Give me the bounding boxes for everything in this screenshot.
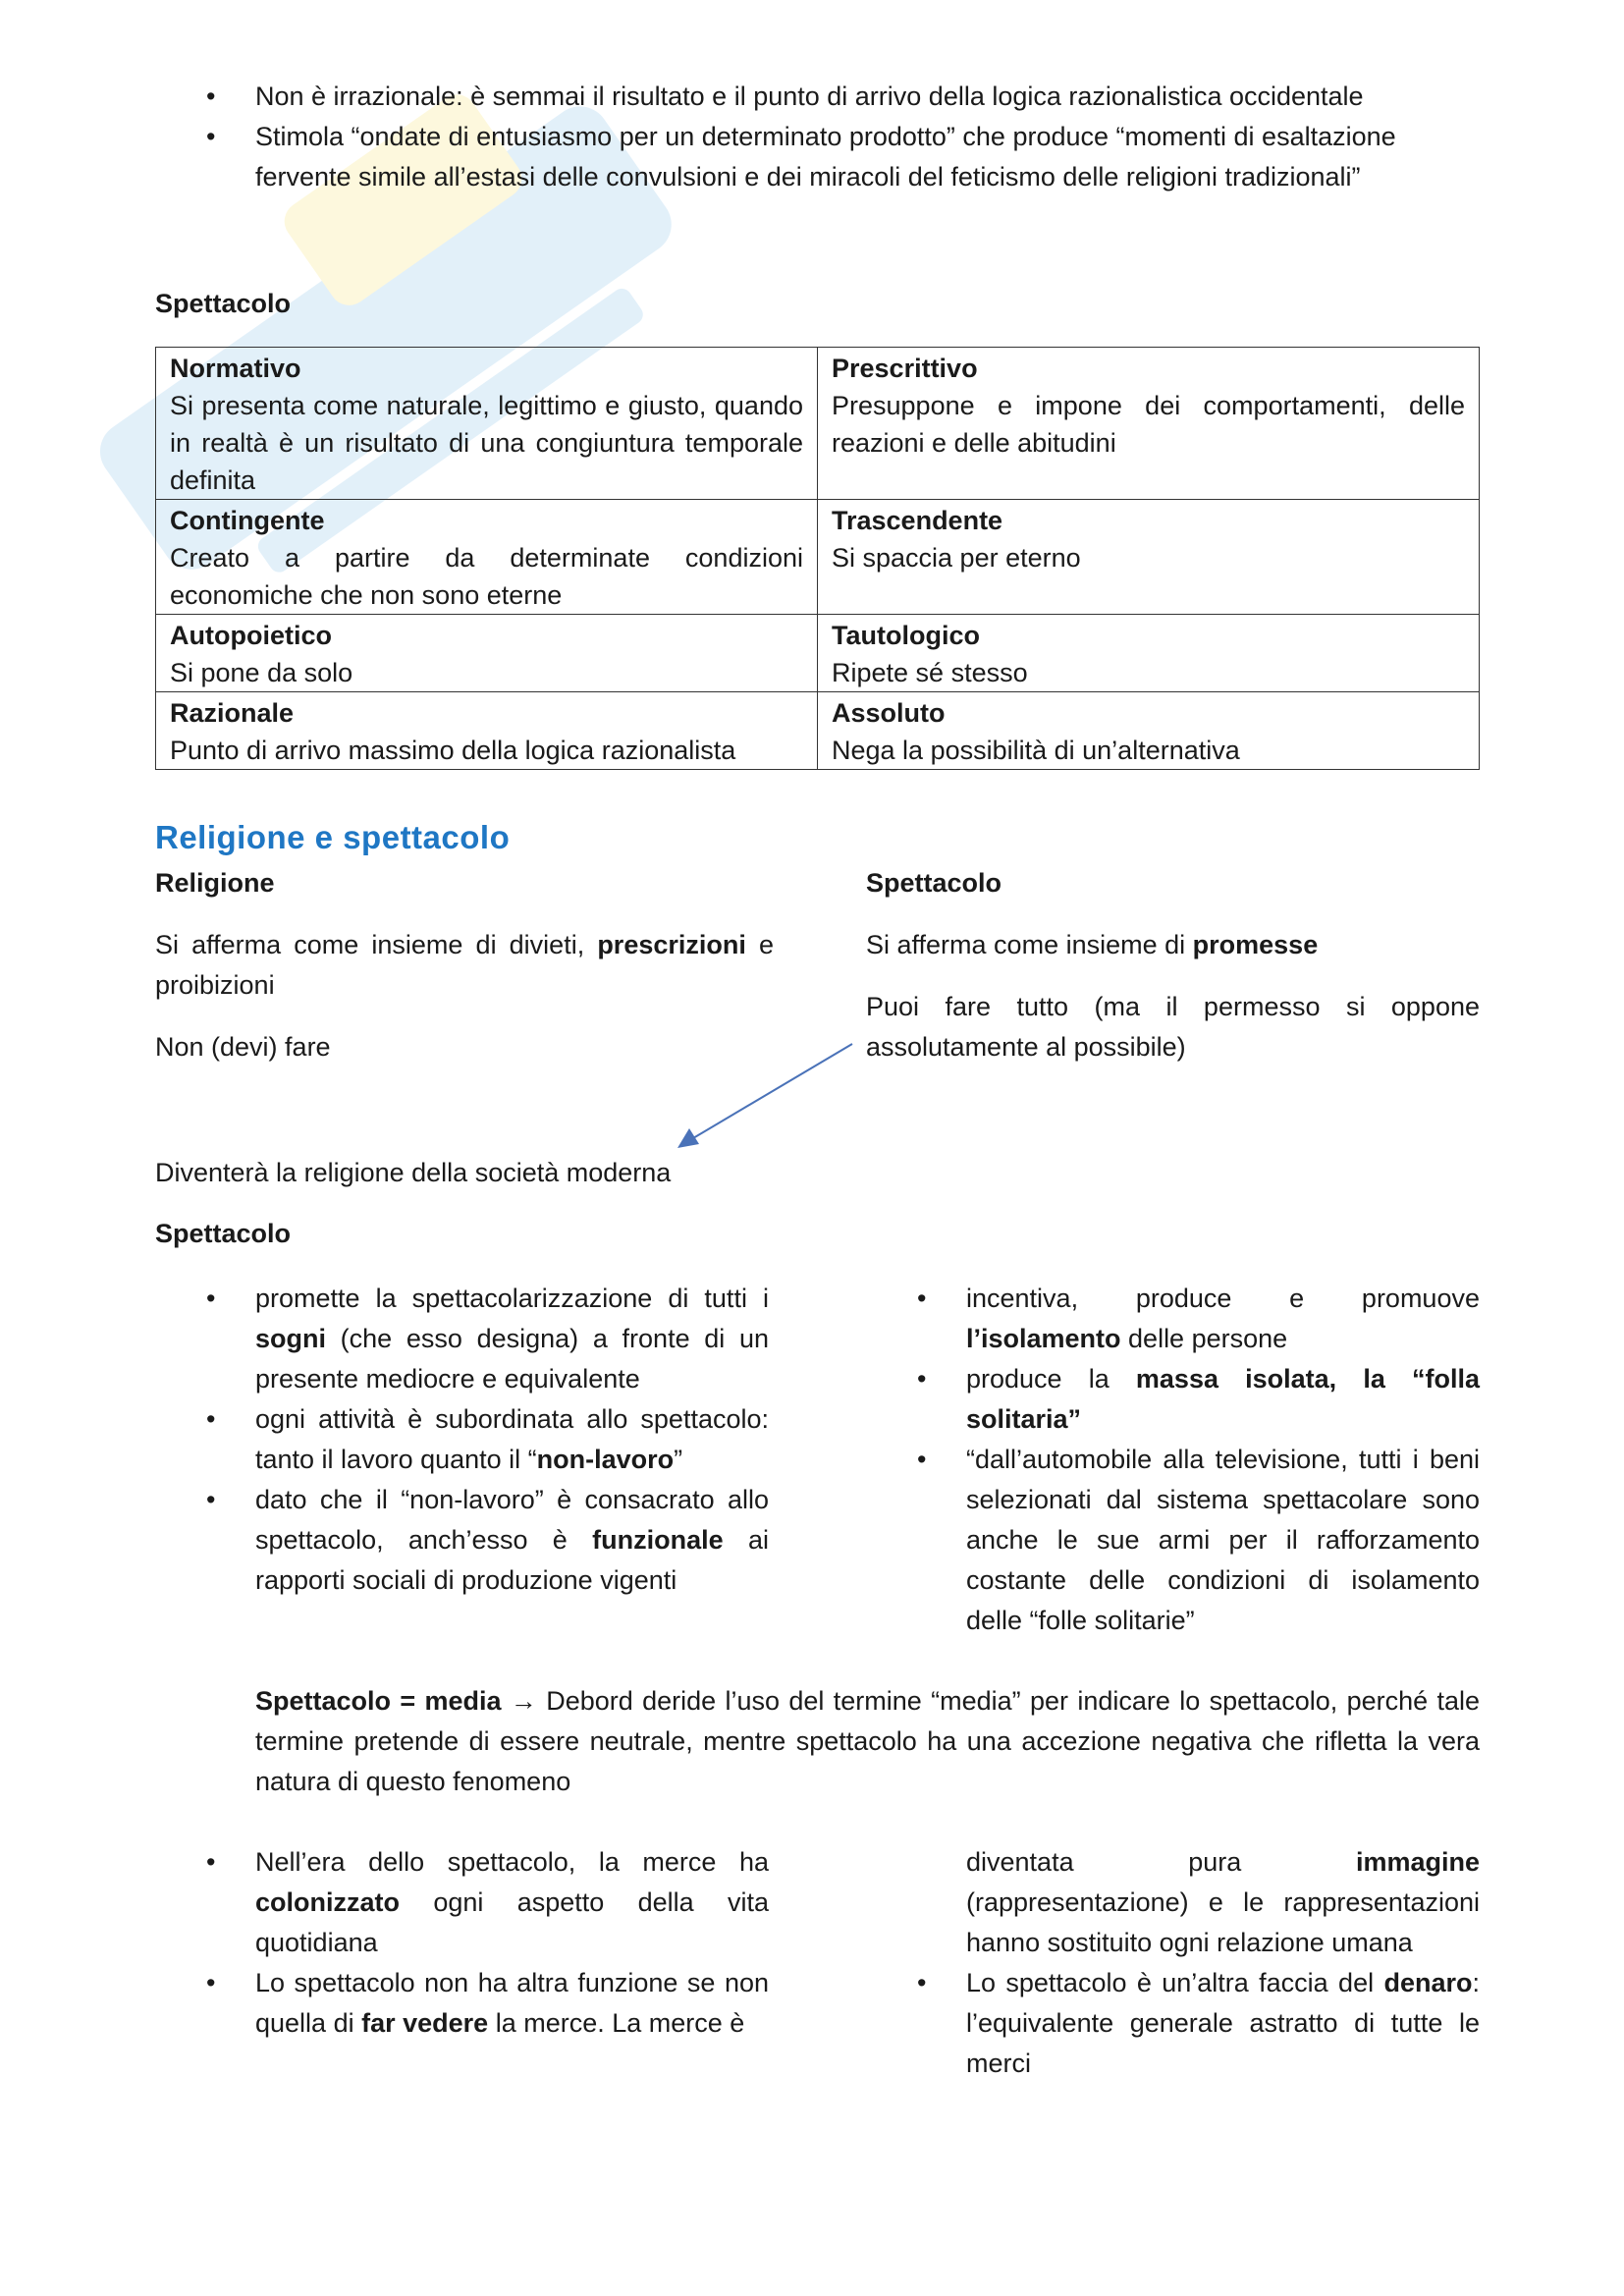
religione-paragraph: Si afferma come insieme di divieti, prescrizioni e proibizioni	[155, 930, 774, 1000]
list-item: • Lo spettacolo è un’altra faccia del denaro: l’equivalente generale astratto di tutte le merci	[866, 1963, 1480, 2084]
arrow-connector	[668, 1036, 864, 1154]
table-cell	[156, 615, 818, 692]
table-cell	[156, 500, 818, 615]
list-item: • incentiva, produce e promuove l’isolamento delle persone	[866, 1279, 1480, 1359]
conclusion-text: Diventerà la religione della società moderna	[155, 1158, 672, 1187]
list-item: • Stimola “ondate di entusiasmo per un determinato prodotto” che produce “momenti di esaltazione fervente simile all’estasi delle convulsioni e dei miracoli del feticismo delle religioni tradizionali”	[155, 117, 1480, 197]
left-bullet-list	[155, 1279, 769, 1601]
cell-text: Punto di arrivo massimo della logica razionalista	[170, 736, 736, 765]
spettacolo-column	[866, 863, 1480, 1067]
table-cell	[818, 500, 1480, 615]
cell-title: Prescrittivo	[832, 354, 978, 383]
spettacolo-table	[155, 347, 1480, 770]
cell-text: Nega la possibilità di un’alternativa	[832, 736, 1240, 765]
religione-paragraph-2: Non (devi) fare	[155, 1032, 331, 1062]
table-row	[156, 615, 1480, 692]
cell-title: Contingente	[170, 506, 325, 535]
cell-title: Trascendente	[832, 506, 1003, 535]
section-heading: Religione e spettacolo	[155, 819, 511, 855]
table-cell	[818, 348, 1480, 500]
cell-text: Presuppone e impone dei comportamenti, delle reazioni e delle abitudini	[832, 391, 1465, 458]
spettacolo-paragraph-2: Puoi fare tutto (ma il permesso si oppone assolutamente al possibile)	[866, 992, 1480, 1062]
media-paragraph: Spettacolo = media → Debord deride l’uso del termine “media” per indicare lo spettacolo, perché tale termine pretende di essere neutrale, mentre spettacolo ha una accezione negativa che rifletta la vera natura di questo fenomeno	[255, 1686, 1480, 1796]
list-item: • ogni attività è subordinata allo spettacolo: tanto il lavoro quanto il “non-lavoro”	[155, 1399, 769, 1480]
table-row	[156, 692, 1480, 770]
section-label-spettacolo-2: Spettacolo	[155, 1219, 292, 1248]
list-item: • Lo spettacolo non ha altra funzione se non quella di far vedere la merce. La merce è	[155, 1963, 769, 2044]
cell-text: Si pone da solo	[170, 658, 353, 687]
cell-text: Si spaccia per eterno	[832, 543, 1081, 573]
cell-text: Ripete sé stesso	[832, 658, 1028, 687]
spettacolo-title: Spettacolo	[866, 868, 1002, 898]
bottom-right-continuation: diventata pura immagine (rappresentazione) e le rappresentazioni hanno sostituito ogni relazione umana	[966, 1847, 1480, 1957]
cell-title: Razionale	[170, 698, 295, 728]
right-bullet-list	[866, 1279, 1480, 1641]
section-label-spettacolo: Spettacolo	[155, 289, 292, 318]
table-row	[156, 348, 1480, 500]
bottom-right-bullet-list	[866, 1963, 1480, 2084]
list-item: • promette la spettacolarizzazione di tutti i sogni (che esso designa) a fronte di un presente mediocre e equivalente	[155, 1279, 769, 1399]
cell-title: Autopoietico	[170, 621, 332, 650]
cell-title: Assoluto	[832, 698, 946, 728]
bottom-left-bullet-list	[155, 1842, 769, 2044]
top-bullet-list	[155, 77, 1480, 197]
cell-text: Si presenta come naturale, legittimo e giusto, quando in realtà è un risultato di una congiuntura temporale definita	[170, 391, 803, 495]
list-item: • “dall’automobile alla televisione, tutti i beni selezionati dal sistema spettacolare sono anche le sue armi per il rafforzamento costante delle condizioni di isolamento delle “folle solitarie”	[866, 1440, 1480, 1641]
table-cell	[818, 615, 1480, 692]
spettacolo-paragraph: Si afferma come insieme di promesse	[866, 930, 1319, 959]
table-cell	[156, 692, 818, 770]
list-item: • Nell’era dello spettacolo, la merce ha colonizzato ogni aspetto della vita quotidiana	[155, 1842, 769, 1963]
religione-title: Religione	[155, 868, 275, 898]
arrow-right-icon: →	[510, 1686, 537, 1716]
list-item: • dato che il “non-lavoro” è consacrato allo spettacolo, anch’esso è funzionale ai rapporti sociali di produzione vigenti	[155, 1480, 769, 1601]
cell-title: Normativo	[170, 354, 301, 383]
list-item: • Non è irrazionale: è semmai il risultato e il punto di arrivo della logica razionalistica occidentale	[155, 77, 1480, 117]
cell-text: Creato a partire da determinate condizioni economiche che non sono eterne	[170, 543, 803, 610]
cell-title: Tautologico	[832, 621, 980, 650]
table-cell	[818, 692, 1480, 770]
list-item: • produce la massa isolata, la “folla solitaria”	[866, 1359, 1480, 1440]
table-row	[156, 500, 1480, 615]
table-cell	[156, 348, 818, 500]
